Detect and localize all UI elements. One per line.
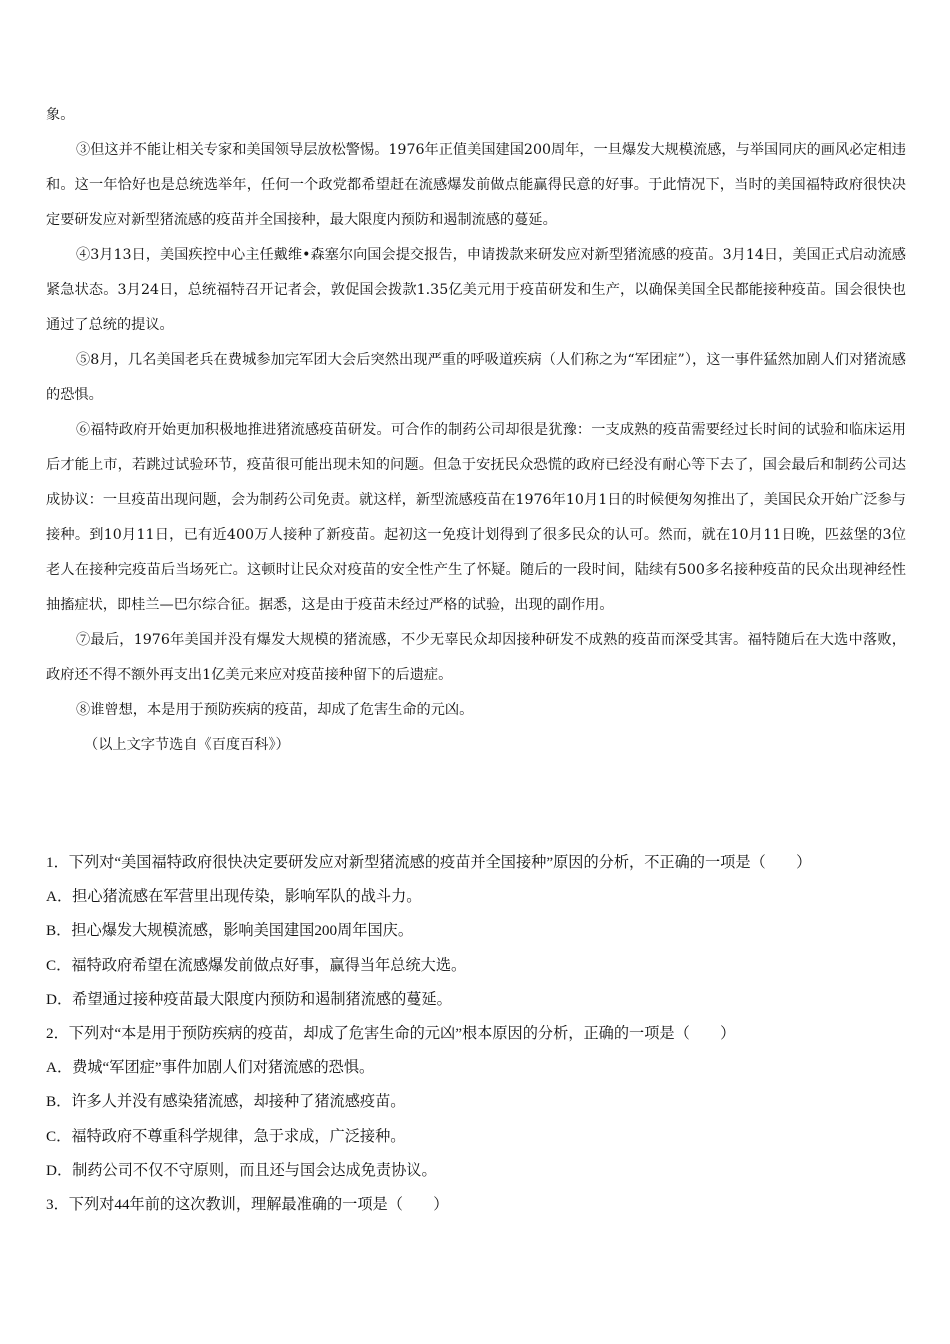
question-1-option-b: B．担心爆发大规模流感，影响美国建国200周年国庆。 (46, 922, 414, 940)
paragraph-6: ⑥福特政府开始更加积极地推进猪流感疫苗研发。可合作的制药公司却很是犹豫：一支成熟的疫苗需要经过长时间的试验和临床运用后才能上市，若跳过试验环节，疫苗很可能出现未知的问题。但急于安抚民众恐慌的政府已经没有耐心等下去了，国会最后和制药公司达成协议：一旦疫苗出现问题，会为制药公司免责。就这样，新型流感疫苗在1976年10月1日的时候便匆匆推出了，美国民众开始广泛参与接种。到10月11日，已有近400万人接种了新疫苗。起初这一免疫计划得到了很多民众的认可。然而，就在10月11日晚，匹兹堡的3位老人在接种完疫苗后当场死亡。这顿时让民众对疫苗的安全性产生了怀疑。随后的一段时间，陆续有500多名接种疫苗的民众出现神经性抽搐症状，即桂兰—巴尔综合征。据悉，这是由于疫苗未经过严格的试验，出现的副作用。 (46, 422, 906, 613)
question-3-stem: 3．下列对44年前的这次教训，理解最准确的一项是（ ） (46, 1196, 449, 1214)
article-passage (46, 98, 906, 763)
question-2-option-b: B．许多人并没有感染猪流感，却接种了猪流感疫苗。 (46, 1093, 406, 1111)
source-citation: （以上文字节选自《百度百科》） (84, 737, 290, 753)
paragraph-7: ⑦最后，1976年美国并没有爆发大规模的猪流感，不少无辜民众却因接种研发不成熟的疫苗而深受其害。福特随后在大选中落败，政府还不得不额外再支出1亿美元来应对疫苗接种留下的后遗症。 (46, 632, 906, 683)
paragraph-3: ③但这并不能让相关专家和美国领导层放松警惕。1976年正值美国建国200周年，一旦爆发大规模流感，与举国同庆的画风必定相违和。这一年恰好也是总统选举年，任何一个政党都希望赶在流感爆发前做点能赢得民意的好事。于此情况下，当时的美国福特政府很快决定要研发应对新型猪流感的疫苗并全国接种，最大限度内预防和遏制流感的蔓延。 (46, 142, 906, 228)
paragraph-4: ④3月13日，美国疾控中心主任戴维•森塞尔向国会提交报告，申请拨款来研发应对新型猪流感的疫苗。3月14日，美国正式启动流感紧急状态。3月24日，总统福特召开记者会，敦促国会拨款1.35亿美元用于疫苗研发和生产，以确保美国全民都能接种疫苗。国会很快也通过了总统的提议。 (46, 247, 906, 333)
paragraph-8: ⑧谁曾想，本是用于预防疾病的疫苗，却成了危害生命的元凶。 (76, 702, 474, 718)
question-1-option-a: A．担心猪流感在军营里出现传染，影响军队的战斗力。 (46, 888, 422, 906)
question-1-option-d: D．希望通过接种疫苗最大限度内预防和遏制猪流感的蔓延。 (46, 990, 452, 1008)
question-2-option-c: C．福特政府不尊重科学规律，急于求成，广泛接种。 (46, 1127, 406, 1145)
question-2-option-d: D．制药公司不仅不守原则，而且还与国会达成免责协议。 (46, 1161, 437, 1179)
question-1-option-c: C．福特政府希望在流感爆发前做点好事，赢得当年总统大选。 (46, 956, 467, 974)
question-2-stem: 2．下列对“本是用于预防疾病的疫苗，却成了危害生命的元凶”根本原因的分析，正确的一项是（ ） (46, 1025, 736, 1043)
paragraph-continuation: 象。 (46, 107, 75, 123)
question-section (46, 846, 916, 1222)
question-2-option-a: A．费城“军团症”事件加剧人们对猪流感的恐惧。 (46, 1059, 375, 1077)
question-1-stem: 1．下列对“美国福特政府很快决定要研发应对新型猪流感的疫苗并全国接种”原因的分析，不正确的一项是（ ） (46, 854, 812, 871)
paragraph-5: ⑤8月，几名美国老兵在费城参加完军团大会后突然出现严重的呼吸道疾病（人们称之为“军团症”），这一事件猛然加剧人们对猪流感的恐惧。 (46, 352, 906, 403)
